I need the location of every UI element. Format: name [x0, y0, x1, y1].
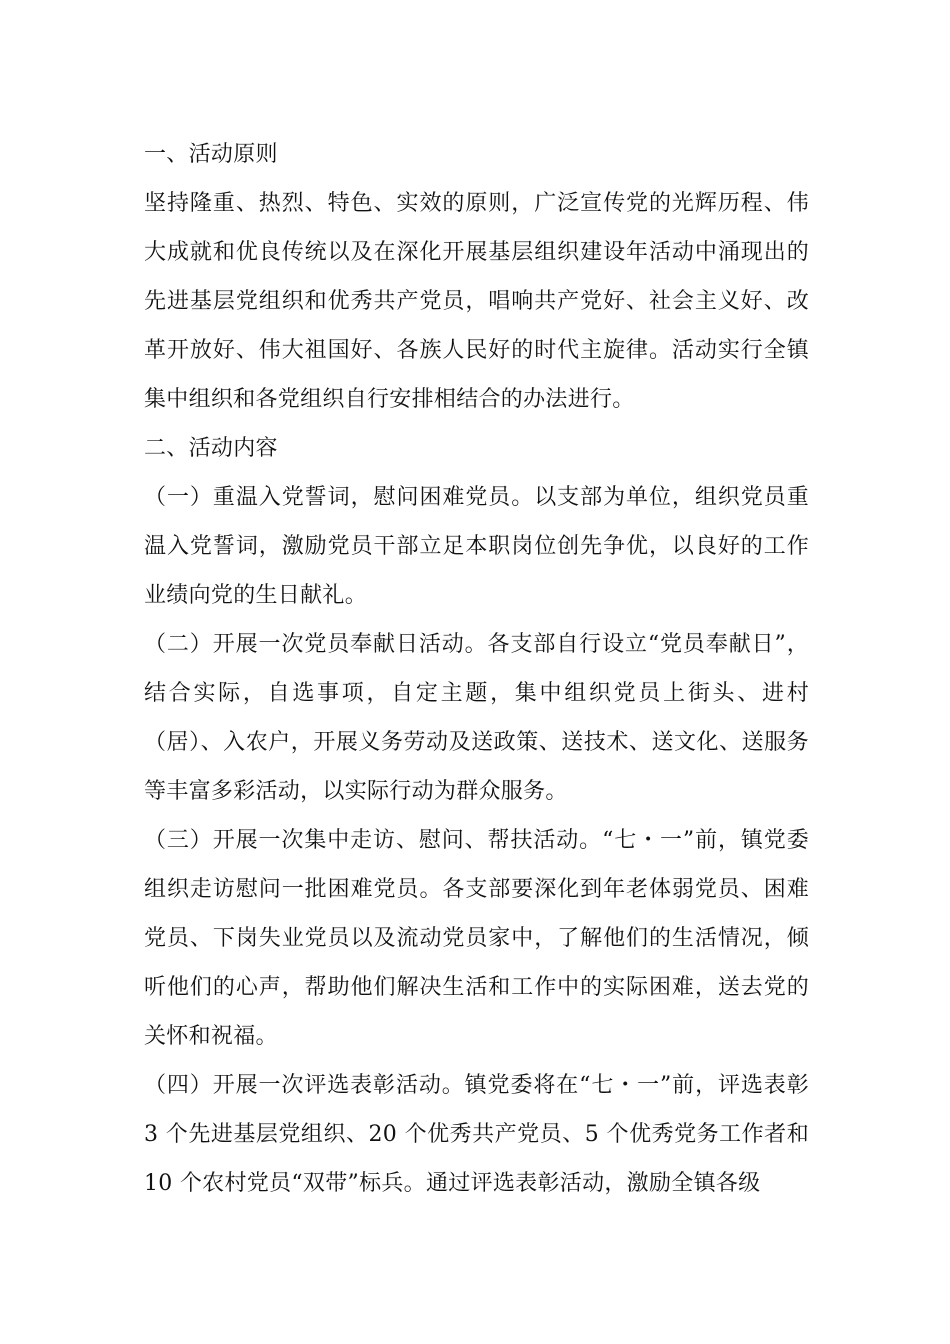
paragraph-principles: 坚持隆重、热烈、特色、实效的原则，广泛宣传党的光辉历程、伟大成就和优良传统以及在深化开展基层组织建设年活动中涌现出的先进基层党组织和优秀共产党员，唱响共产党好、社会主义好、改革开放好、伟大祖国好、各族人民好的时代主旋律。活动实行全镇集中组织和各党组织自行安排相结合的办法进行。	[144, 191, 809, 412]
paragraph-item-3: （三）开展一次集中走访、慰问、帮扶活动。“七・一”前，镇党委组织走访慰问一批困难党员。各支部要深化到年老体弱党员、困难党员、下岗失业党员以及流动党员家中，了解他们的生活情况，倾听他们的心声，帮助他们解决生活和工作中的实际困难，送去党的关怀和祝福。	[144, 828, 809, 1049]
paragraph-item-4: （四）开展一次评选表彰活动。镇党委将在“七・一”前，评选表彰 3 个先进基层党组织、20 个优秀共产党员、5 个优秀党务工作者和 10 个农村党员“双带”标兵。通过评选表彰活动，激励全镇各级	[144, 1073, 809, 1196]
document-body	[144, 130, 809, 1208]
paragraph-item-1: （一）重温入党誓词，慰问困难党员。以支部为单位，组织党员重温入党誓词，激励党员干部立足本职岗位创先争优，以良好的工作业绩向党的生日献礼。	[144, 485, 809, 608]
section-heading-principles: 一、活动原则	[144, 142, 278, 167]
paragraph-item-2: （二）开展一次党员奉献日活动。各支部自行设立“党员奉献日”，结合实际，自选事项，自定主题，集中组织党员上街头、进村（居）、入农户，开展义务劳动及送政策、送技术、送文化、送服务等丰富多彩活动，以实际行动为群众服务。	[144, 632, 809, 804]
section-heading-contents: 二、活动内容	[144, 436, 278, 461]
